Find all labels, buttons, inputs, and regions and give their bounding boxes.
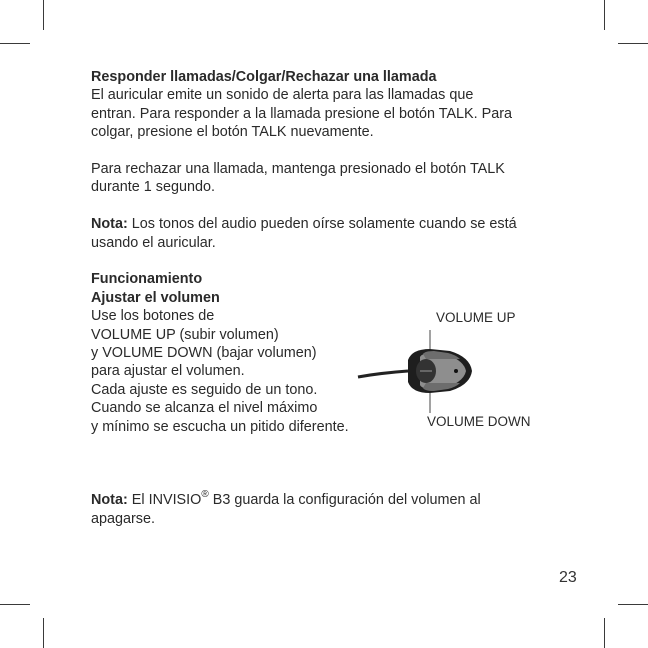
volume-line-6: Cuando se alcanza el nivel máximo bbox=[91, 400, 318, 417]
section-heading-calls: Responder llamadas/Colgar/Rechazar una llamada bbox=[91, 69, 437, 85]
page-number: 23 bbox=[559, 569, 577, 586]
volume-line-5: Cada ajuste es seguido de un tono. bbox=[91, 381, 318, 398]
volume-down-label: VOLUME DOWN bbox=[427, 414, 531, 429]
note-label: Nota: bbox=[91, 216, 128, 233]
calls-line-3: colgar, presione el botón TALK nuevamente. bbox=[91, 124, 374, 141]
note-label-2: Nota: bbox=[91, 492, 128, 509]
calls-line-2: entran. Para responder a la llamada presione el botón TALK. Para bbox=[91, 105, 513, 122]
reject-line-2: durante 1 segundo. bbox=[91, 179, 216, 196]
headset-figure bbox=[350, 305, 550, 435]
crop-mark-top-left-horizontal bbox=[0, 43, 30, 44]
crop-mark-bottom-left-vertical bbox=[43, 618, 44, 648]
crop-mark-bottom-right-horizontal bbox=[618, 604, 648, 605]
headset-cable bbox=[358, 371, 408, 377]
crop-mark-top-right-horizontal bbox=[618, 43, 648, 44]
note-invisio-text-before: El INVISIO bbox=[131, 492, 202, 509]
subheading-volume: Ajustar el volumen bbox=[91, 289, 220, 306]
note-invisio-text-after: B3 guarda la configuración del volumen al bbox=[212, 492, 481, 509]
volume-line-1: Use los botones de bbox=[91, 308, 215, 325]
crop-mark-top-right-vertical bbox=[604, 0, 605, 30]
note-invisio-line-2: apagarse. bbox=[91, 510, 156, 527]
crop-mark-bottom-left-horizontal bbox=[0, 604, 30, 605]
crop-mark-top-left-vertical bbox=[43, 0, 44, 30]
led-dot bbox=[454, 369, 458, 373]
volume-line-7: y mínimo se escucha un pitido diferente. bbox=[91, 418, 349, 435]
volume-up-label: VOLUME UP bbox=[436, 310, 516, 325]
page-content bbox=[91, 68, 571, 528]
crop-mark-bottom-right-vertical bbox=[604, 618, 605, 648]
note-invisio-line-1 bbox=[91, 491, 571, 509]
section-heading-operation: Funcionamiento bbox=[91, 271, 203, 288]
reject-line-1: Para rechazar una llamada, mantenga presionado el botón TALK bbox=[91, 161, 505, 178]
registered-mark: ® bbox=[201, 489, 209, 501]
volume-line-2: VOLUME UP (subir volumen) bbox=[91, 326, 279, 343]
calls-line-1: El auricular emite un sonido de alerta para las llamadas que bbox=[91, 87, 474, 104]
note-audio-line-2: usando el auricular. bbox=[91, 234, 216, 251]
note-audio-line-1 bbox=[91, 215, 571, 233]
volume-line-4: para ajustar el volumen. bbox=[91, 363, 245, 380]
note-audio-text-1: Los tonos del audio pueden oírse solamente cuando se está bbox=[131, 216, 517, 233]
volume-line-3: y VOLUME DOWN (bajar volumen) bbox=[91, 345, 317, 362]
